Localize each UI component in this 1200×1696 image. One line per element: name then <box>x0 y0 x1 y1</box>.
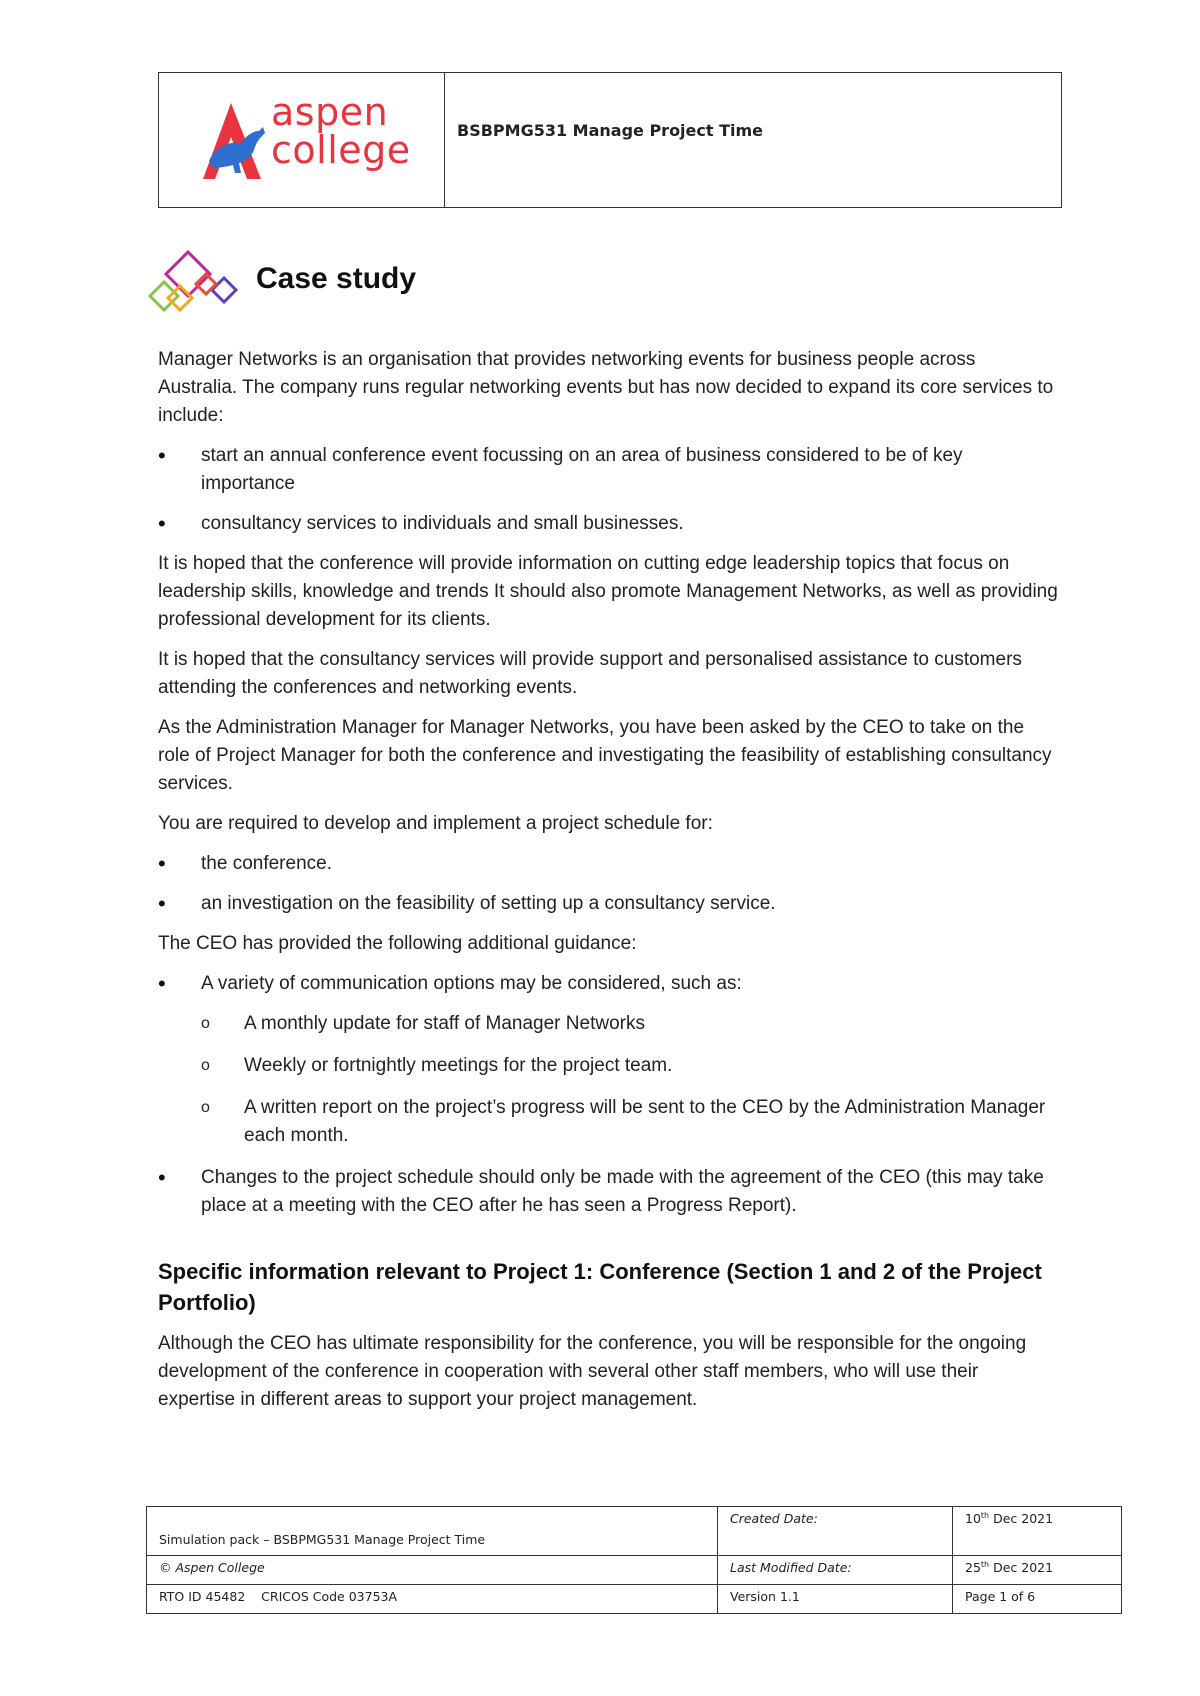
modified-month-year: Dec 2021 <box>989 1560 1054 1576</box>
intro-paragraph: Manager Networks is an organisation that provides networking events for business people across Australia. The company runs regular networking events but has now decided to expand its core services to include: <box>158 349 1054 426</box>
footer-version: Version 1.1 <box>718 1585 953 1614</box>
guidance-paragraph: The CEO has provided the following additional guidance: <box>158 933 637 954</box>
logo-cell <box>159 73 445 207</box>
header-title: BSBPMG531 Manage Project Time <box>457 120 764 140</box>
document-footer <box>146 1506 1122 1614</box>
created-month-year: Dec 2021 <box>989 1511 1054 1527</box>
list-item: • consultancy services to individuals and small businesses. <box>158 510 1058 538</box>
section-paragraph: Although the CEO has ultimate responsibility for the conference, you will be responsible for the ongoing development of the conference in cooperation with several other staff members, who will use their expertise in different areas to support your project management. <box>158 1333 1027 1410</box>
kangaroo-logo-icon <box>201 101 273 183</box>
logo-line-1: aspen <box>271 90 389 134</box>
created-day-suffix: th <box>980 1511 990 1520</box>
logo-line-2: college <box>271 128 411 172</box>
logo-wordmark <box>271 90 411 172</box>
list-item: o A written report on the project’s progress will be sent to the CEO by the Administration Manager each month. <box>201 1094 1058 1150</box>
list-item: • Changes to the project schedule should only be made with the agreement of the CEO (this may take place at a meeting with the CEO after he has seen a Progress Report). <box>158 1164 1058 1220</box>
created-day: 10 <box>965 1511 981 1527</box>
list-item: o A monthly update for staff of Manager Networks <box>201 1010 1058 1038</box>
diamond-squares-icon <box>146 248 246 320</box>
modified-day-suffix: th <box>980 1560 990 1569</box>
list-item: • an investigation on the feasibility of setting up a consultancy service. <box>158 890 1058 918</box>
communication-options-list <box>201 1010 1058 1150</box>
table-row <box>147 1507 1122 1556</box>
footer-rto-cricos: RTO ID 45482 CRICOS Code 03753A <box>147 1585 718 1614</box>
modified-day: 25 <box>965 1560 981 1576</box>
case-study-body <box>158 346 1058 1426</box>
footer-modified-date <box>953 1556 1122 1585</box>
list-item: o Weekly or fortnightly meetings for the project team. <box>201 1052 1058 1080</box>
consultancy-paragraph: It is hoped that the consultancy services will provide support and personalised assistance to customers attending the conferences and networking events. <box>158 649 1022 698</box>
services-list <box>158 442 1058 538</box>
guidance-item-text: A variety of communication options may be considered, such as: <box>201 973 742 994</box>
footer-copyright: © Aspen College <box>147 1556 718 1585</box>
role-paragraph: As the Administration Manager for Manager Networks, you have been asked by the CEO to take on the role of Project Manager for both the conference and investigating the feasibility of establishing consultancy services. <box>158 717 1052 794</box>
list-item: • start an annual conference event focussing on an area of business considered to be of key importance <box>158 442 1058 498</box>
case-study-heading: Case study <box>256 262 417 295</box>
table-row <box>147 1585 1122 1614</box>
section-heading: Specific information relevant to Project 1: Conference (Section 1 and 2 of the Project Portfolio) <box>158 1259 1042 1315</box>
required-paragraph: You are required to develop and implement a project schedule for: <box>158 813 713 834</box>
list-item <box>158 970 1058 1150</box>
guidance-list <box>158 970 1058 1220</box>
schedule-list <box>158 850 1058 918</box>
footer-doc-title: Simulation pack – BSBPMG531 Manage Project Time <box>147 1507 718 1556</box>
footer-page-number: Page 1 of 6 <box>953 1585 1122 1614</box>
list-item: • the conference. <box>158 850 1058 878</box>
footer-modified-label: Last Modified Date: <box>718 1556 953 1585</box>
header-title-cell <box>445 73 1061 207</box>
footer-created-date <box>953 1507 1122 1556</box>
footer-created-label: Created Date: <box>718 1507 953 1556</box>
conference-paragraph: It is hoped that the conference will provide information on cutting edge leadership topics that focus on leadership skills, knowledge and trends It should also promote Management Networks, as well as providing professional development for its clients. <box>158 553 1058 630</box>
table-row <box>147 1556 1122 1585</box>
document-header <box>158 72 1062 208</box>
